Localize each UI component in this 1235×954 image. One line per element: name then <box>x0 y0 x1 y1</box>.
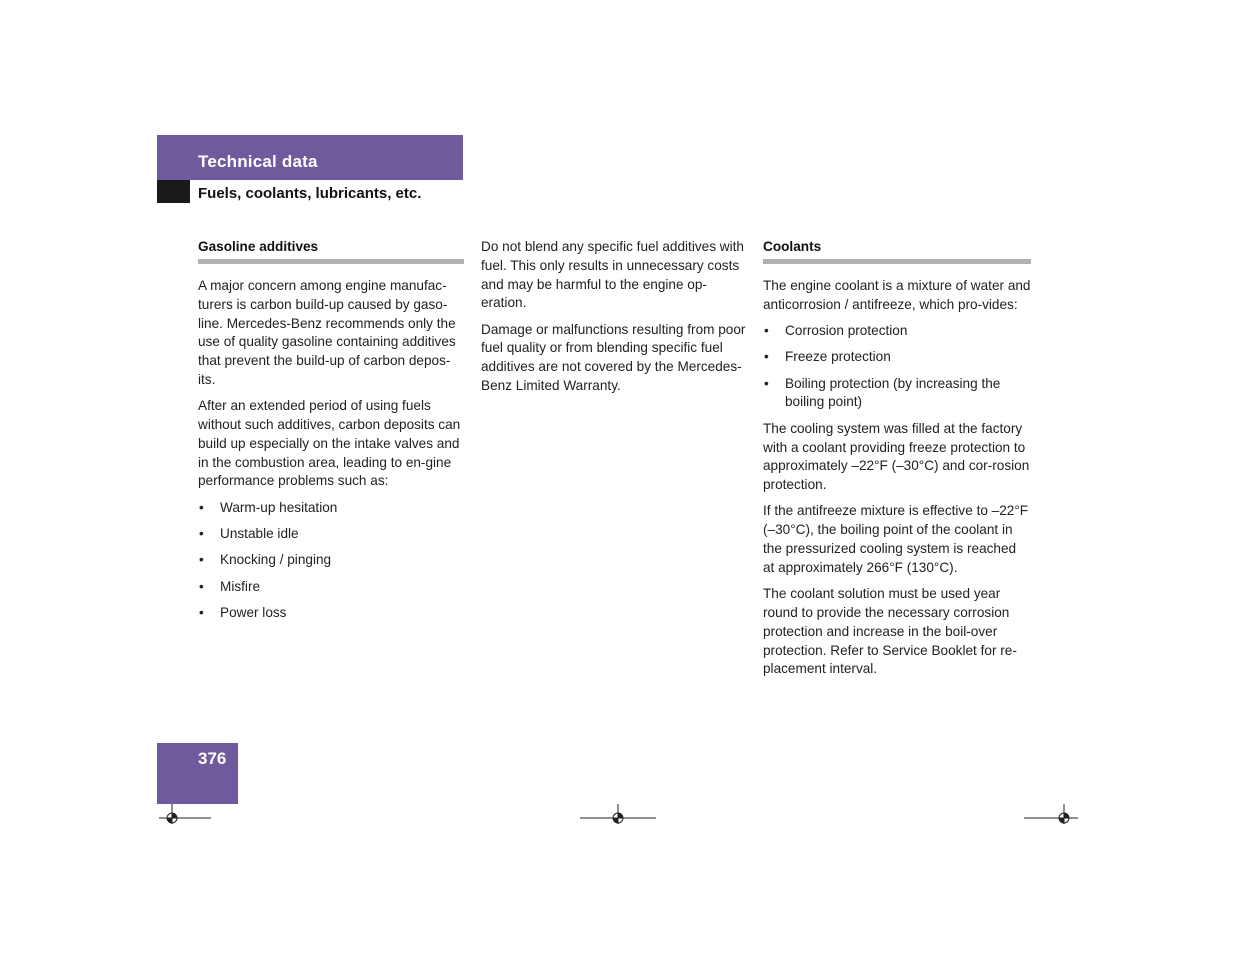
paragraph: Do not blend any specific fuel additives with fuel. This only results in unnecessary costs and may be harmful to the engine op-eration. <box>481 239 744 311</box>
symptom-list <box>198 499 464 623</box>
list-item: • Freeze protection <box>763 348 1031 367</box>
coolant-benefits-list <box>763 322 1031 412</box>
column-fuel-additives-warning <box>481 238 749 403</box>
list-item: • Misfire <box>198 578 464 597</box>
registration-mark-icon <box>580 802 656 824</box>
paragraph: Damage or malfunctions resulting from poor fuel quality or from blending specific fuel additives are not covered by the Mercedes-Benz Limited Warranty. <box>481 321 746 394</box>
list-item: • Unstable idle <box>198 525 464 544</box>
paragraph: The engine coolant is a mixture of water and anticorrosion / antifreeze, which pro-vides: <box>763 278 1031 312</box>
paragraph: After an extended period of using fuels without such additives, carbon deposits can build up especially on the intake valves and in the combustion area, leading to en-gine performance problems such as: <box>198 398 461 489</box>
registration-mark-icon <box>1024 802 1078 824</box>
paragraph: The coolant solution must be used year round to provide the necessary corrosion protection and increase in the boil-over protection. Refer to Service Booklet for re-placement interval. <box>763 586 1017 677</box>
subheader-marker <box>157 180 190 203</box>
section-title: Technical data <box>198 152 318 171</box>
list-item: • Power loss <box>198 604 464 623</box>
page-number: 376 <box>198 749 227 768</box>
paragraph: The cooling system was filled at the factory with a coolant providing freeze protection to approximately –22°F (–30°C) and cor-rosion protection. <box>763 420 1030 493</box>
list-item: • Corrosion protection <box>763 322 1031 341</box>
list-item: • Warm-up hesitation <box>198 499 464 518</box>
heading-gasoline-additives: Gasoline additives <box>198 238 464 264</box>
paragraph: A major concern among engine manufac-turers is carbon build-up caused by gaso-line. Mercedes-Benz recommends only the use of quality gasoline containing additives that prevent the build-up of carbon depos-its. <box>198 278 456 387</box>
subsection-title: Fuels, coolants, lubricants, etc. <box>198 185 422 202</box>
column-coolants <box>763 238 1031 687</box>
list-item: • Boiling protection (by increasing the boiling point) <box>763 375 1031 413</box>
registration-mark-icon <box>159 802 211 824</box>
heading-coolants: Coolants <box>763 238 1031 264</box>
paragraph: If the antifreeze mixture is effective to –22°F (–30°C), the boiling point of the coolant in the pressurized cooling system is reached at approximately 266°F (130°C). <box>763 503 1029 575</box>
column-gasoline-additives <box>198 238 464 630</box>
list-item: • Knocking / pinging <box>198 551 464 570</box>
